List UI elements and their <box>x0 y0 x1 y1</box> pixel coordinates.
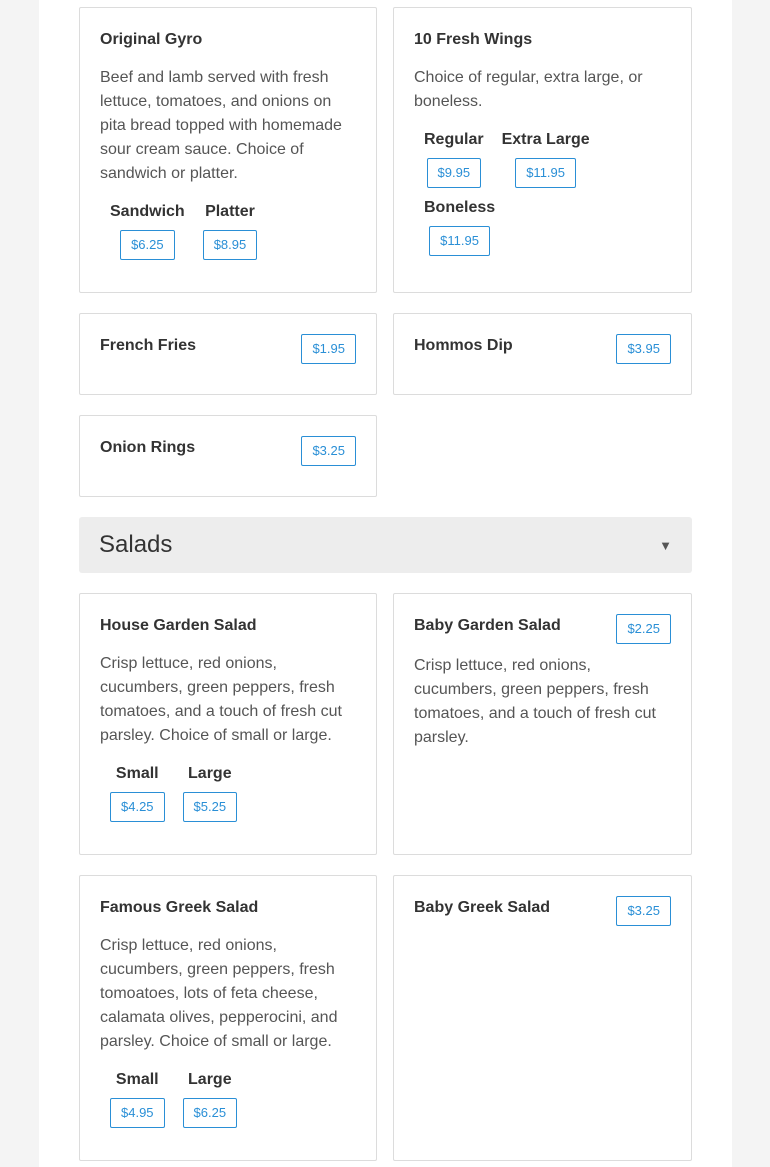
price-tag[interactable]: $5.25 <box>183 792 238 822</box>
menu-item-card <box>393 313 692 395</box>
price-options <box>414 128 671 264</box>
menu-page <box>39 0 732 1167</box>
price-tag[interactable]: $4.25 <box>110 792 165 822</box>
price-tag[interactable]: $11.95 <box>515 158 576 188</box>
menu-item-description: Choice of regular, extra large, or boneless. <box>414 69 643 110</box>
section-title: Salads <box>99 531 173 558</box>
price-option <box>424 196 495 256</box>
price-option <box>183 762 238 822</box>
price-option <box>502 128 590 188</box>
menu-item-description: Crisp lettuce, red onions, cucumbers, green peppers, fresh tomatoes, and a touch of fresh cut parsley. Choice of small or large. <box>100 655 342 744</box>
price-option <box>110 1068 165 1128</box>
price-option-label: Regular <box>424 131 484 148</box>
price-option <box>110 200 185 260</box>
menu-item-title: 10 Fresh Wings <box>414 31 533 48</box>
price-option-label: Boneless <box>424 199 496 216</box>
menu-item-title: Onion Rings <box>100 439 196 456</box>
price-options <box>100 762 356 830</box>
menu-item-title: House Garden Salad <box>100 617 257 634</box>
price-option-label: Platter <box>205 203 255 220</box>
price-tag[interactable]: $3.25 <box>301 436 356 466</box>
price-option <box>424 128 484 188</box>
menu-item-title: Baby Garden Salad <box>414 617 561 634</box>
section-header-salads[interactable] <box>79 517 692 573</box>
menu-item-card <box>393 875 692 1161</box>
menu-item-title: Baby Greek Salad <box>414 899 551 916</box>
price-option-label: Large <box>188 765 232 782</box>
menu-item-card <box>79 593 377 855</box>
price-option-label: Sandwich <box>110 203 185 220</box>
menu-item-card <box>79 415 377 497</box>
price-option-label: Large <box>188 1071 232 1088</box>
price-tag[interactable]: $6.25 <box>120 230 175 260</box>
menu-item-card <box>393 593 692 855</box>
price-option-label: Small <box>115 765 159 782</box>
menu-item-card <box>79 875 377 1161</box>
menu-item-title: Famous Greek Salad <box>100 899 259 916</box>
caret-down-icon[interactable]: ▼ <box>659 537 672 553</box>
price-tag[interactable]: $9.95 <box>427 158 482 188</box>
price-tag[interactable]: $4.95 <box>110 1098 165 1128</box>
menu-item-card <box>393 7 692 293</box>
menu-item-title: French Fries <box>100 337 197 354</box>
menu-item-title: Original Gyro <box>100 31 203 48</box>
price-options <box>100 1068 356 1136</box>
price-tag[interactable]: $3.25 <box>616 896 671 926</box>
price-tag[interactable]: $8.95 <box>203 230 258 260</box>
price-tag[interactable]: $2.25 <box>616 614 671 644</box>
menu-item-description: Beef and lamb served with fresh lettuce, tomatoes, and onions on pita bread topped with homemade sour cream sauce. Choice of sandwich or platter. <box>100 69 342 182</box>
menu-item-title: Hommos Dip <box>414 337 513 354</box>
menu-item-card <box>79 7 377 293</box>
price-option-label: Extra Large <box>501 131 590 148</box>
price-option-label: Small <box>115 1071 159 1088</box>
price-tag[interactable]: $3.95 <box>616 334 671 364</box>
price-tag[interactable]: $1.95 <box>301 334 356 364</box>
price-option <box>110 762 165 822</box>
price-options <box>100 200 356 268</box>
menu-item-description: Crisp lettuce, red onions, cucumbers, green peppers, fresh tomoatoes, lots of feta cheese, calamata olives, pepperocini, and parsley. Choice of small or large. <box>100 937 338 1050</box>
price-option <box>203 200 258 260</box>
price-tag[interactable]: $6.25 <box>183 1098 238 1128</box>
price-option <box>183 1068 238 1128</box>
menu-item-card <box>79 313 377 395</box>
price-tag[interactable]: $11.95 <box>429 226 490 256</box>
menu-item-description: Crisp lettuce, red onions, cucumbers, green peppers, fresh tomatoes, and a touch of fresh cut parsley. <box>414 657 656 746</box>
